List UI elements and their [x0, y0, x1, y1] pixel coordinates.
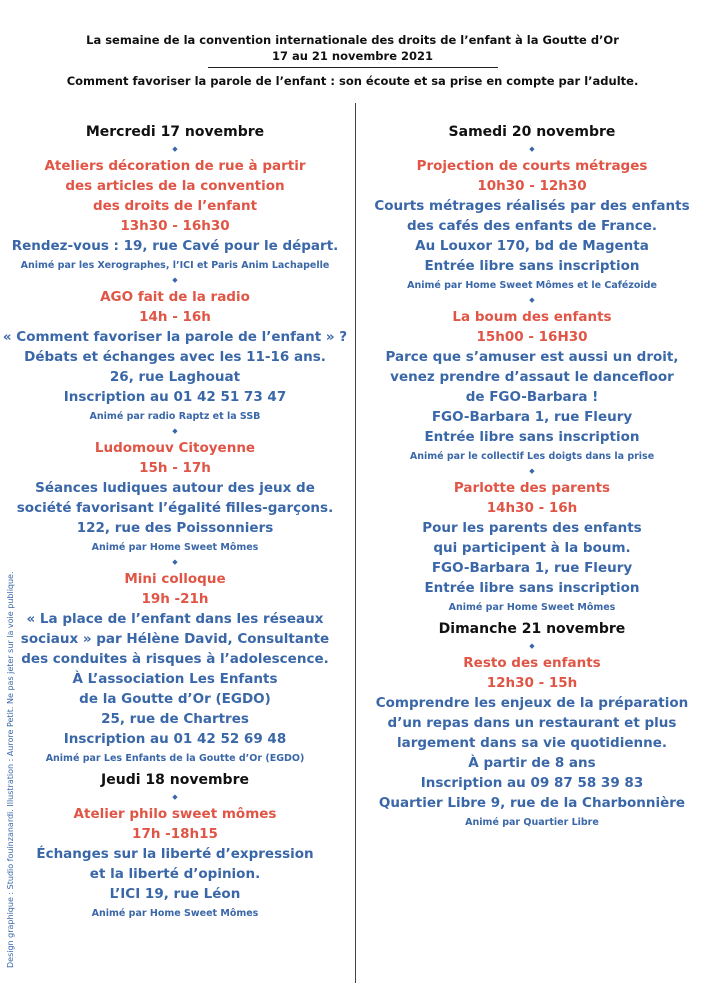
- event-title: AGO fait de la radio: [100, 289, 250, 305]
- event-block: [357, 307, 705, 464]
- design-credit: Design graphique : Studio fouinzanardi. Illustration : Aurore Petit. Ne pas jeter sur la voie publique.: [6, 571, 15, 968]
- day-heading: Jeudi 18 novembre: [101, 772, 249, 788]
- event-detail: Rendez-vous : 19, rue Cavé pour le départ.: [11, 238, 339, 254]
- event-detail: Au Louxor 170, bd de Magenta: [415, 238, 649, 254]
- event-detail: venez prendre d’assaut le dancefloor: [390, 369, 674, 385]
- event-time: 19h -21h: [141, 591, 209, 607]
- event-block: [0, 287, 350, 424]
- event-detail: Courts métrages réalisés par des enfants: [374, 198, 690, 214]
- event-detail: largement dans sa vie quotidienne.: [396, 735, 668, 751]
- event-detail: Comprendre les enjeux de la préparation: [375, 695, 689, 711]
- left-column: [0, 122, 350, 921]
- event-title: des droits de l’enfant: [92, 198, 258, 214]
- right-column: [357, 122, 705, 830]
- event-detail: de FGO-Barbara !: [465, 389, 599, 405]
- event-title: Parlotte des parents: [453, 480, 611, 496]
- separator-diamond: ◆: [172, 793, 178, 801]
- event-block: [0, 804, 350, 921]
- event-detail: À L’association Les Enfants: [72, 671, 278, 687]
- event-detail: et la liberté d’opinion.: [89, 866, 261, 882]
- event-organizer: Animé par les Xerographes, l’ICI et Paris Anim Lachapelle: [20, 260, 330, 271]
- event-time: 13h30 - 16h30: [120, 218, 230, 234]
- event-detail: Inscription au 01 42 52 69 48: [63, 731, 287, 747]
- event-title: des articles de la convention: [65, 178, 285, 194]
- event-title: Projection de courts métrages: [416, 158, 648, 174]
- event-detail: Quartier Libre 9, rue de la Charbonnière: [378, 795, 686, 811]
- event-title: La boum des enfants: [452, 309, 612, 325]
- separator-diamond: ◆: [172, 427, 178, 435]
- event-detail: FGO-Barbara 1, rue Fleury: [431, 409, 633, 425]
- event-time: 14h - 16h: [139, 309, 211, 325]
- event-detail: « Comment favoriser la parole de l’enfant » ?: [2, 329, 348, 345]
- header-subtitle: Comment favoriser la parole de l’enfant : son écoute et sa prise en compte par l’adulte.: [66, 74, 639, 88]
- event-detail: Entrée libre sans inscription: [424, 580, 640, 596]
- event-detail: Pour les parents des enfants: [422, 520, 642, 536]
- header-title-line2: 17 au 21 novembre 2021: [271, 49, 434, 63]
- event-time: 14h30 - 16h: [486, 500, 578, 516]
- event-block: [357, 156, 705, 293]
- event-organizer: Animé par Home Sweet Mômes: [448, 602, 616, 613]
- column-divider: [355, 103, 356, 983]
- event-detail: 25, rue de Chartres: [101, 711, 249, 727]
- event-time: 10h30 - 12h30: [477, 178, 587, 194]
- event-detail: Inscription au 01 42 51 73 47: [63, 389, 287, 405]
- event-title: Atelier philo sweet mômes: [73, 806, 277, 822]
- event-detail: Débats et échanges avec les 11-16 ans.: [24, 349, 326, 365]
- day-heading: Dimanche 21 novembre: [438, 621, 626, 637]
- event-detail: Inscription au 09 87 58 39 83: [420, 775, 644, 791]
- event-time: 12h30 - 15h: [486, 675, 578, 691]
- day-heading: Mercredi 17 novembre: [85, 124, 265, 140]
- event-detail: sociaux » par Hélène David, Consultante: [20, 631, 330, 647]
- event-title: Resto des enfants: [463, 655, 601, 671]
- event-block: [0, 156, 350, 273]
- event-detail: Entrée libre sans inscription: [424, 429, 640, 445]
- event-title: Mini colloque: [124, 571, 226, 587]
- separator-diamond: ◆: [172, 276, 178, 284]
- page-header: [0, 32, 705, 89]
- event-title: Ludomouv Citoyenne: [94, 440, 256, 456]
- event-organizer: Animé par Home Sweet Mômes: [91, 908, 259, 919]
- separator-diamond: ◆: [529, 642, 535, 650]
- event-time: 15h - 17h: [139, 460, 211, 476]
- separator-diamond: ◆: [529, 467, 535, 475]
- event-detail: 122, rue des Poissonniers: [76, 520, 274, 536]
- event-detail: société favorisant l’égalité filles-garçons.: [16, 500, 334, 516]
- event-detail: des conduites à risques à l’adolescence.: [21, 651, 329, 667]
- event-detail: « La place de l’enfant dans les réseaux: [26, 611, 324, 627]
- event-detail: Entrée libre sans inscription: [424, 258, 640, 274]
- event-time: 17h -18h15: [132, 826, 218, 842]
- separator-diamond: ◆: [529, 296, 535, 304]
- event-detail: 26, rue Laghouat: [109, 369, 241, 385]
- event-block: [0, 569, 350, 766]
- event-organizer: Animé par Home Sweet Mômes: [91, 542, 259, 553]
- event-detail: Échanges sur la liberté d’expression: [36, 846, 314, 862]
- event-detail: Parce que s’amuser est aussi un droit,: [385, 349, 679, 365]
- separator-diamond: ◆: [172, 145, 178, 153]
- event-detail: qui participent à la boum.: [433, 540, 631, 556]
- header-title-line1: La semaine de la convention internationale des droits de l’enfant à la Goutte d’Or: [86, 33, 619, 47]
- event-block: [357, 478, 705, 615]
- event-detail: des cafés des enfants de France.: [406, 218, 658, 234]
- event-detail: de la Goutte d’Or (EGDO): [79, 691, 271, 707]
- header-rule: [208, 67, 498, 68]
- separator-diamond: ◆: [172, 558, 178, 566]
- event-detail: À partir de 8 ans: [468, 755, 596, 771]
- event-organizer: Animé par Quartier Libre: [465, 817, 599, 828]
- event-detail: d’un repas dans un restaurant et plus: [387, 715, 677, 731]
- event-organizer: Animé par Home Sweet Mômes et le Cafézoide: [407, 280, 657, 291]
- event-detail: Séances ludiques autour des jeux de: [35, 480, 315, 496]
- event-organizer: Animé par le collectif Les doigts dans la prise: [409, 451, 655, 462]
- event-organizer: Animé par Les Enfants de la Goutte d’Or (EGDO): [45, 753, 305, 764]
- event-detail: L’ICI 19, rue Léon: [109, 886, 241, 902]
- event-title: Ateliers décoration de rue à partir: [44, 158, 306, 174]
- event-detail: FGO-Barbara 1, rue Fleury: [431, 560, 633, 576]
- event-block: [0, 438, 350, 555]
- event-block: [357, 653, 705, 830]
- separator-diamond: ◆: [529, 145, 535, 153]
- day-heading: Samedi 20 novembre: [448, 124, 616, 140]
- event-time: 15h00 - 16H30: [476, 329, 588, 345]
- event-organizer: Animé par radio Raptz et la SSB: [89, 411, 261, 422]
